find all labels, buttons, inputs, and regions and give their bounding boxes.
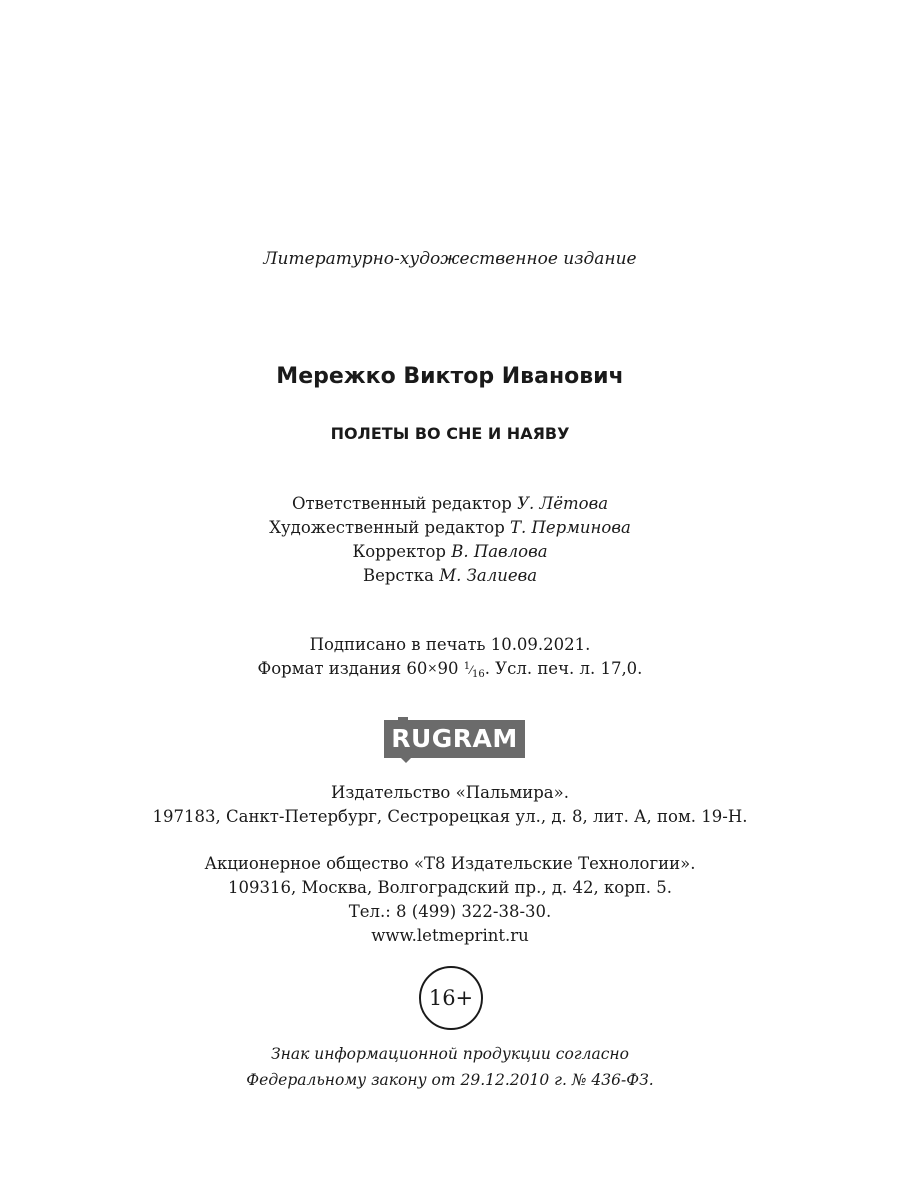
printer-website: www.letmeprint.ru (371, 926, 529, 945)
printer-phone: Тел.: 8 (499) 322-38-30. (348, 902, 552, 921)
credit-person: У. Лётова (517, 494, 609, 513)
logo-text: RUGRAM (384, 720, 525, 758)
credit-line (0, 494, 900, 513)
credit-line (0, 542, 900, 561)
printer-address: 109316, Москва, Волгоградский пр., д. 42, корп. 5. (227, 878, 673, 897)
credit-role: Художественный редактор (269, 518, 505, 537)
info-product-notice-line2: Федеральному закону от 29.12.2010 г. № 436-ФЗ. (246, 1071, 654, 1089)
format-prefix: Формат издания 60 (257, 659, 428, 678)
fraction-slash: ⁄ (470, 664, 472, 677)
format-times-sign: × (427, 661, 438, 675)
credit-person: Т. Перминова (510, 518, 631, 537)
printer-name: Акционерное общество «Т8 Издательские Технологии». (204, 854, 696, 873)
rugram-logo (384, 720, 525, 761)
edition-genre: Литературно-художественное издание (263, 249, 637, 269)
credit-role: Верстка (362, 566, 434, 585)
format-fraction (463, 661, 485, 680)
credit-role: Корректор (352, 542, 446, 561)
publisher-name: Издательство «Пальмира». (331, 783, 569, 802)
credit-line (0, 566, 900, 585)
fraction-numerator: 1 (463, 661, 471, 672)
credit-person: М. Залиева (439, 566, 538, 585)
format-suffix: . Усл. печ. л. 17,0. (484, 659, 643, 678)
age-rating-badge: 16+ (419, 966, 483, 1030)
credit-role: Ответственный редактор (291, 494, 512, 513)
edition-format (0, 659, 900, 680)
author-name: Мережко Виктор Иванович (276, 364, 624, 389)
info-product-notice-line1: Знак информационной продукции согласно (271, 1045, 629, 1063)
credit-person: В. Павлова (451, 542, 548, 561)
book-title: ПОЛЕТЫ ВО СНЕ И НАЯВУ (330, 424, 570, 443)
fraction-denominator: 16 (471, 669, 485, 680)
logo-notch-shape (400, 757, 412, 763)
format-width: 90 (437, 659, 459, 678)
publisher-address: 197183, Санкт-Петербург, Сестрорецкая ул., д. 8, лит. А, пом. 19-Н. (152, 807, 748, 826)
signed-to-print: Подписано в печать 10.09.2021. (309, 635, 591, 654)
credit-line (0, 518, 900, 537)
